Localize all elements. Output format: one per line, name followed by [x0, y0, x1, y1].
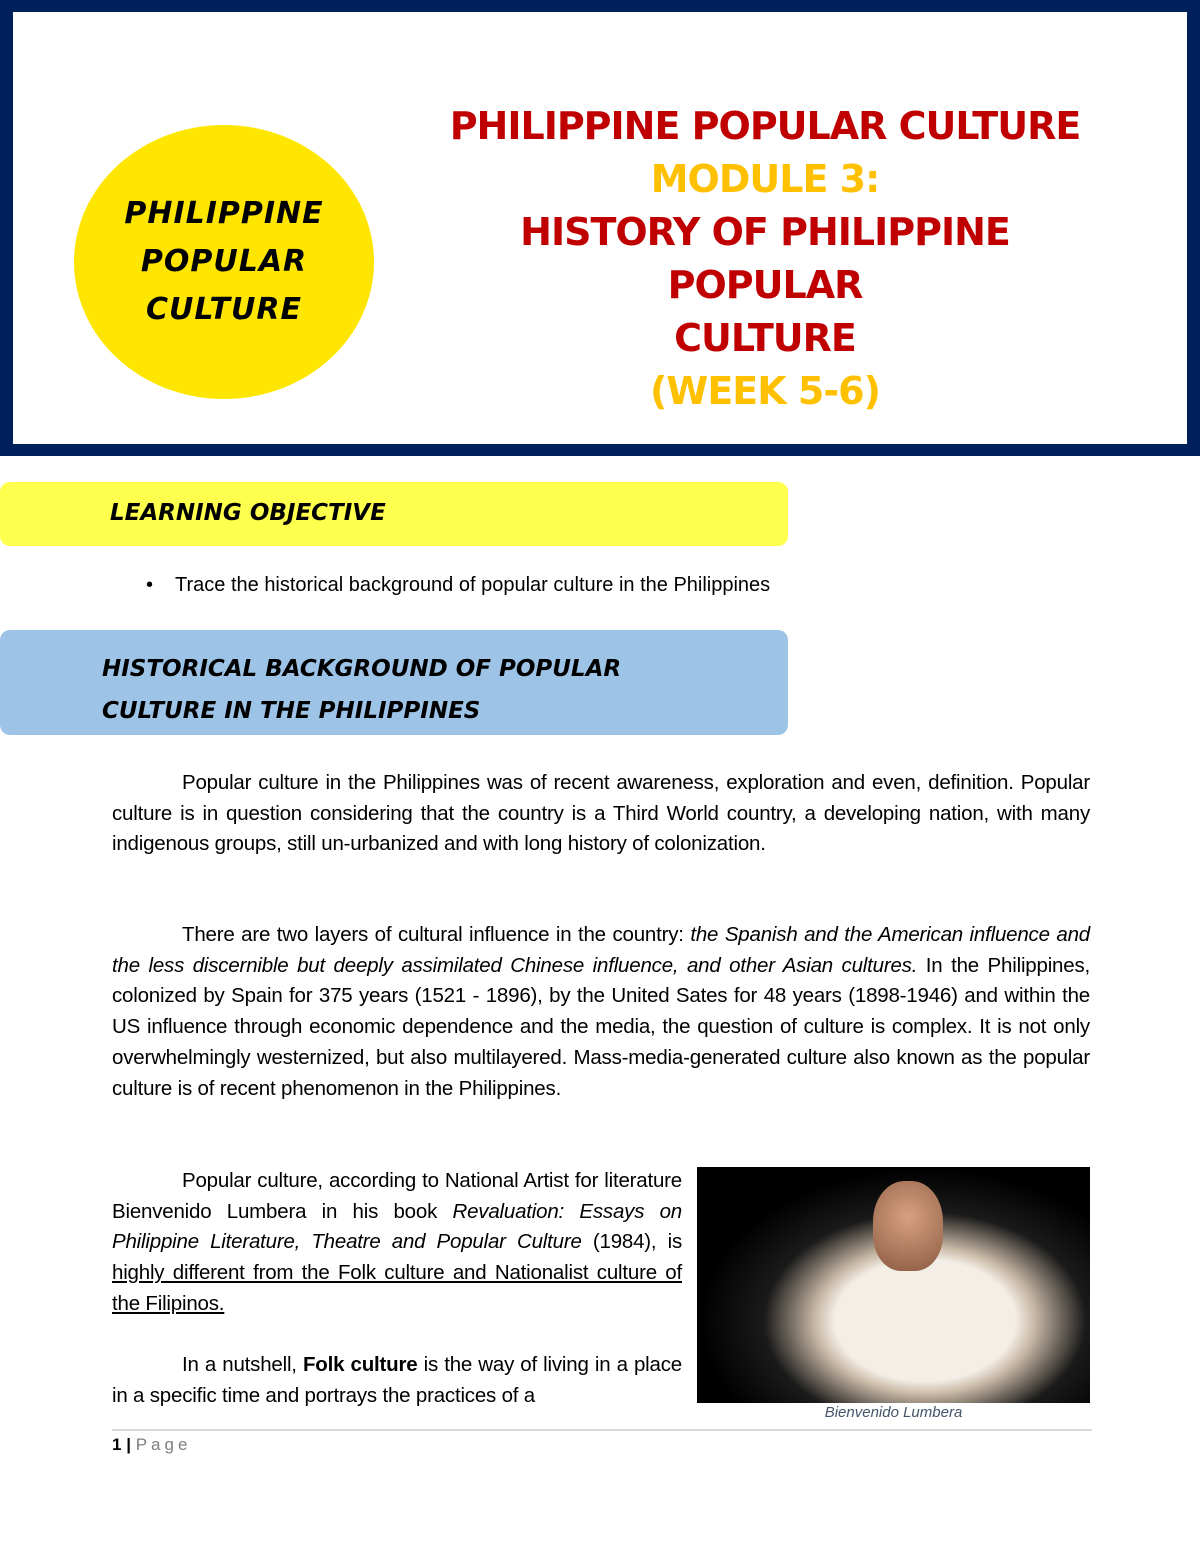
- paragraph-4: In a nutshell, Folk culture is the way of living in a place in a specific time and portrays the practices of a: [112, 1353, 682, 1407]
- footer-divider: [112, 1429, 1092, 1431]
- photo-caption: Bienvenido Lumbera: [824, 1404, 963, 1421]
- paragraph-2: There are two layers of cultural influence in the country: the Spanish and the American influence and the less discernible but deeply assimilated Chinese influence, and other Asian cultures. In the Philippines, colonized by Spain for 375 years (1521 - 1896), by the United Sates for 48 years (1898-1946) and within the US influence through economic dependence and the media, the question of culture is complex. It is not only overwhelmingly westernized, but also multilayered. Mass-media-generated culture also known as the popular culture is of recent phenomenon in the Philippines.: [112, 923, 1090, 1100]
- title-block: [430, 100, 1100, 418]
- circle-text: POPULAR: [140, 244, 308, 279]
- objective-text: Trace the historical background of popular culture in the Philippines: [175, 574, 771, 596]
- week-label: (WEEK 5-6): [650, 369, 880, 413]
- circle-text: PHILIPPINE: [124, 196, 324, 231]
- bullet-icon: •: [146, 574, 154, 596]
- portrait-photo: [697, 1167, 1090, 1403]
- course-title: PHILIPPINE POPULAR CULTURE: [449, 104, 1081, 148]
- paragraph-3: Popular culture, according to National Artist for literature Bienvenido Lumbera in his book Revaluation: Essays on Philippine Literature, Theatre and Popular Culture (1984), is highly different from the Folk culture and Nationalist culture of the Filipinos.: [112, 1169, 682, 1315]
- module-title-cont: CULTURE: [674, 316, 856, 360]
- circle-badge: [74, 125, 374, 399]
- section-heading-line: CULTURE IN THE PHILIPPINES: [102, 698, 481, 724]
- page-footer: 1 | Page: [112, 1435, 192, 1454]
- objective-item: [146, 574, 770, 597]
- module-title: HISTORY OF PHILIPPINE POPULAR: [520, 210, 1010, 307]
- module-label: MODULE 3:: [650, 157, 880, 201]
- paragraph-1: Popular culture in the Philippines was of recent awareness, exploration and even, definition. Popular culture is in question considering that the country is a Third World country, a developing nation, with many indigenous groups, still un-urbanized and with long history of colonization.: [112, 771, 1090, 856]
- section-heading-line: HISTORICAL BACKGROUND OF POPULAR: [102, 656, 622, 682]
- learning-objective-heading: LEARNING OBJECTIVE: [0, 482, 788, 546]
- circle-text: CULTURE: [146, 292, 302, 327]
- section-heading: [0, 630, 788, 735]
- portrait-head: [873, 1181, 943, 1271]
